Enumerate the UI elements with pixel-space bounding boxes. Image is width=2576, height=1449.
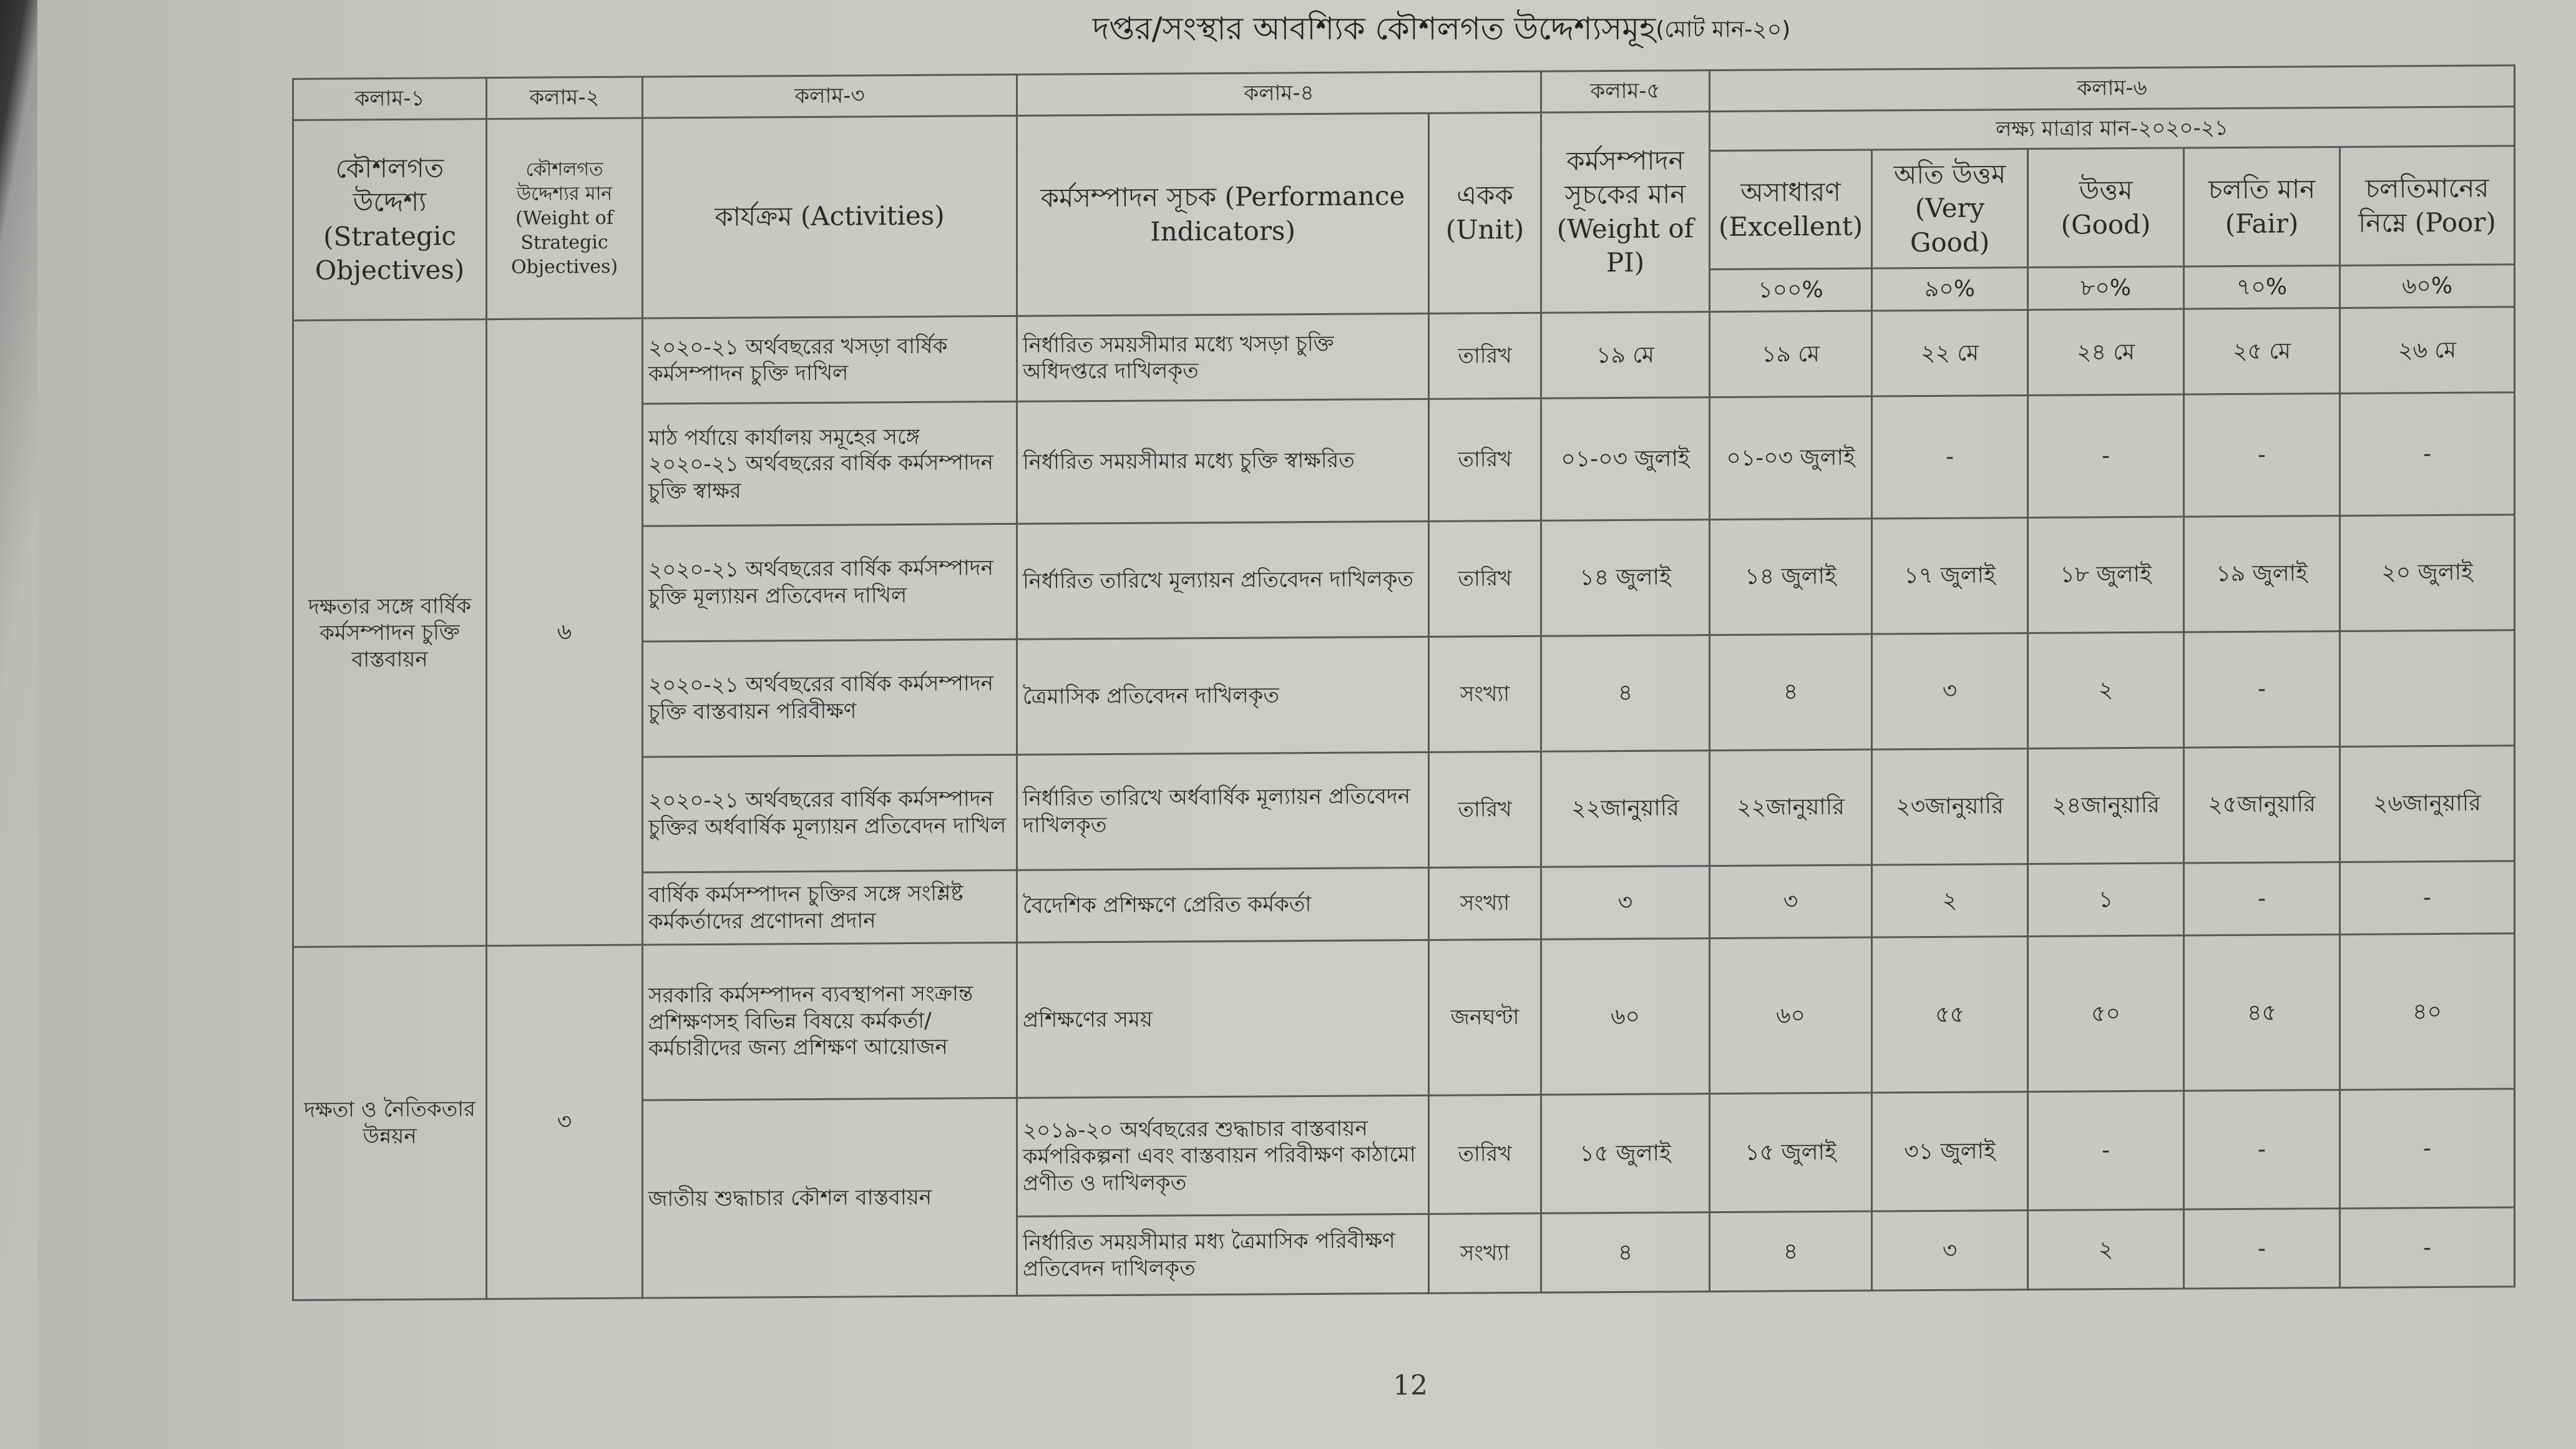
column-label-3: কলাম-৩ bbox=[643, 74, 1017, 117]
title-marks: (মোট মান-২০) bbox=[1656, 17, 1791, 42]
value-poor: - bbox=[2340, 861, 2515, 935]
value-fair: ২৫ মে bbox=[2184, 308, 2340, 394]
value-good: ১ bbox=[2028, 863, 2184, 937]
indicator-cell: নির্ধারিত সময়সীমার মধ্যে চুক্তি স্বাক্ষরিত bbox=[1017, 399, 1429, 524]
value-poor: ২৬জানুয়ারি bbox=[2340, 746, 2515, 862]
pct-good: ৮০% bbox=[2028, 266, 2184, 310]
value-very-good: ২ bbox=[1872, 864, 2028, 938]
pi-weight-cell: ১৪ জুলাই bbox=[1541, 520, 1710, 637]
unit-cell: তারিখ bbox=[1429, 751, 1541, 867]
pi-weight-cell: ২২জানুয়ারি bbox=[1541, 751, 1710, 867]
value-fair: - bbox=[2184, 862, 2340, 935]
value-very-good: - bbox=[1872, 396, 2028, 519]
unit-cell: তারিখ bbox=[1429, 520, 1541, 637]
pct-poor: ৬০% bbox=[2340, 265, 2515, 308]
value-very-good: ২৩জানুয়ারি bbox=[1872, 748, 2028, 865]
value-excellent: ২২জানুয়ারি bbox=[1710, 749, 1872, 866]
unit-cell: তারিখ bbox=[1429, 313, 1541, 399]
value-good: ২ bbox=[2028, 1209, 2184, 1289]
indicator-cell: প্রশিক্ষণের সময় bbox=[1017, 940, 1429, 1098]
pct-excellent: ১০০% bbox=[1710, 268, 1872, 311]
activity-cell: সরকারি কর্মসম্পাদন ব্যবস্থাপনা সংক্রান্ত প্রশিক্ষণসহ বিভিন্ন বিষয়ে কর্মকর্তা/কর্মচারীদের জন্য প্রশিক্ষণ আয়োজন bbox=[643, 943, 1017, 1100]
value-poor: ২০ জুলাই bbox=[2340, 515, 2515, 632]
pct-fair: ৭০% bbox=[2184, 266, 2340, 309]
performance-table bbox=[292, 64, 2515, 1301]
column-label-5: কলাম-৫ bbox=[1541, 71, 1710, 112]
activity-cell: ২০২০-২১ অর্থবছরের খসড়া বার্ষিক কর্মসম্পাদন চুক্তি দাখিল bbox=[643, 316, 1017, 404]
indicator-cell: ২০১৯-২০ অর্থবছরের শুদ্ধাচার বাস্তবায়ন কর্মপরিকল্পনা এবং বাস্তবায়ন পরিবীক্ষণ কাঠামো প্রণীত ও দাখিলকৃত bbox=[1017, 1095, 1429, 1216]
column-label-6: কলাম-৬ bbox=[1710, 66, 2515, 111]
pi-weight-cell: ৪ bbox=[1541, 635, 1710, 752]
value-fair: ১৯ জুলাই bbox=[2184, 515, 2340, 632]
indicator-cell: বৈদেশিক প্রশিক্ষণে প্রেরিত কর্মকর্তা bbox=[1017, 867, 1429, 942]
objective-cell: দক্ষতা ও নৈতিকতার উন্নয়ন bbox=[293, 946, 487, 1300]
value-poor: - bbox=[2340, 393, 2515, 515]
value-excellent: ১৪ জুলাই bbox=[1710, 519, 1872, 635]
value-poor bbox=[2340, 630, 2515, 747]
activity-cell: ২০২০-২১ অর্থবছরের বার্ষিক কর্মসম্পাদন চুক্তি মূল্যায়ন প্রতিবেদন দাখিল bbox=[643, 524, 1017, 642]
value-poor: ৪০ bbox=[2340, 934, 2515, 1090]
pi-weight-cell: ১৯ মে bbox=[1541, 312, 1710, 399]
value-fair: - bbox=[2184, 394, 2340, 517]
value-very-good: ২২ মে bbox=[1872, 310, 2028, 396]
unit-cell: সংখ্যা bbox=[1429, 1213, 1541, 1293]
activity-cell: বার্ষিক কর্মসম্পাদন চুক্তির সঙ্গে সংশ্লিষ্ট কর্মকর্তাদের প্রণোদনা প্রদান bbox=[643, 870, 1017, 945]
table-row bbox=[293, 307, 2515, 406]
value-fair: - bbox=[2184, 1209, 2340, 1289]
header-weight-pi: কর্মসম্পাদন সূচকের মান (Weight of PI) bbox=[1541, 111, 1710, 313]
value-fair: ২৫জানুয়ারি bbox=[2184, 746, 2340, 863]
value-good: ১৮ জুলাই bbox=[2028, 517, 2184, 633]
unit-cell: তারিখ bbox=[1429, 1095, 1541, 1214]
page-title bbox=[1036, 6, 1847, 56]
value-good: ২ bbox=[2028, 632, 2184, 749]
objective-cell: দক্ষতার সঙ্গে বার্ষিক কর্মসম্পাদন চুক্তি বাস্তবায়ন bbox=[293, 320, 487, 947]
pct-very-good: ৯০% bbox=[1872, 268, 2028, 311]
value-poor: - bbox=[2340, 1208, 2515, 1288]
header-indicator: কর্মসম্পাদন সূচক (Performance Indicators) bbox=[1017, 113, 1429, 316]
title-main: দপ্তর/সংস্থার আবশ্যিক কৌশলগত উদ্দেশ্যসমূহ bbox=[1092, 10, 1656, 47]
value-good: ২৪জানুয়ারি bbox=[2028, 748, 2184, 864]
header-poor: চলতিমানের নিম্নে (Poor) bbox=[2340, 146, 2515, 266]
value-excellent: ৪ bbox=[1710, 1211, 1872, 1292]
header-good: উত্তম (Good) bbox=[2028, 148, 2184, 268]
value-very-good: ৫৫ bbox=[1872, 937, 2028, 1093]
activity-cell: ২০২০-২১ অর্থবছরের বার্ষিক কর্মসম্পাদন চুক্তির অর্ধবার্ষিক মূল্যায়ন প্রতিবেদন দাখিল bbox=[643, 754, 1017, 872]
value-very-good: ১৭ জুলাই bbox=[1872, 517, 2028, 634]
value-excellent: ৬০ bbox=[1710, 937, 1872, 1093]
page-number: 12 bbox=[1393, 1370, 1428, 1402]
pi-weight-cell: ৬০ bbox=[1541, 939, 1710, 1095]
indicator-cell: নির্ধারিত সময়সীমার মধ্য ত্রৈমাসিক পরিবীক্ষণ প্রতিবেদন দাখিলকৃত bbox=[1017, 1214, 1429, 1295]
pi-weight-cell: ৩ bbox=[1541, 866, 1710, 940]
value-very-good: ৩ bbox=[1872, 1211, 2028, 1290]
header-target: লক্ষ্য মাত্রার মান-২০২০-২১ bbox=[1710, 106, 2515, 150]
value-good: ২৪ মে bbox=[2028, 309, 2184, 396]
value-fair: ৪৫ bbox=[2184, 935, 2340, 1091]
unit-cell: সংখ্যা bbox=[1429, 636, 1541, 752]
objective-weight-cell: ৬ bbox=[487, 318, 643, 946]
indicator-cell: ত্রৈমাসিক প্রতিবেদন দাখিলকৃত bbox=[1017, 637, 1429, 754]
value-good: ৫০ bbox=[2028, 935, 2184, 1091]
header-objective: কৌশলগত উদ্দেশ্য (Strategic Objectives) bbox=[293, 119, 487, 320]
value-excellent: ১৯ মে bbox=[1710, 311, 1872, 398]
activity-cell: ২০২০-২১ অর্থবছরের বার্ষিক কর্মসম্পাদন চুক্তি বাস্তবায়ন পরিবীক্ষণ bbox=[643, 639, 1017, 757]
activity-cell: জাতীয় শুদ্ধাচার কৌশল বাস্তবায়ন bbox=[643, 1098, 1017, 1298]
header-unit: একক (Unit) bbox=[1429, 112, 1541, 313]
value-fair: - bbox=[2184, 631, 2340, 748]
unit-cell: তারিখ bbox=[1429, 399, 1541, 522]
indicator-cell: নির্ধারিত তারিখে মূল্যায়ন প্রতিবেদন দাখিলকৃত bbox=[1017, 521, 1429, 639]
value-good: - bbox=[2028, 394, 2184, 517]
value-poor: - bbox=[2340, 1088, 2515, 1208]
header-very-good: অতি উত্তম (Very Good) bbox=[1872, 149, 2028, 268]
column-label-1: কলাম-১ bbox=[293, 78, 487, 120]
value-poor: ২৬ মে bbox=[2340, 307, 2515, 394]
indicator-cell: নির্ধারিত সময়সীমার মধ্যে খসড়া চুক্তি অধিদপ্তরে দাখিলকৃত bbox=[1017, 313, 1429, 401]
header-weight-objective: কৌশলগত উদ্দেশ্যর মান (Weight of Strategic Objectives) bbox=[487, 118, 643, 320]
header-excellent: অসাধারণ (Excellent) bbox=[1710, 150, 1872, 270]
unit-cell: সংখ্যা bbox=[1429, 867, 1541, 940]
value-very-good: ৩১ জুলাই bbox=[1872, 1091, 2028, 1211]
table-row bbox=[293, 934, 2515, 1102]
header-fair: চলতি মান (Fair) bbox=[2184, 147, 2340, 266]
column-label-4: কলাম-৪ bbox=[1017, 71, 1541, 115]
value-excellent: ০১-০৩ জুলাই bbox=[1710, 396, 1872, 519]
value-good: - bbox=[2028, 1091, 2184, 1211]
unit-cell: জনঘণ্টা bbox=[1429, 940, 1541, 1096]
pi-weight-cell: ৪ bbox=[1541, 1212, 1710, 1293]
value-excellent: ১৫ জুলাই bbox=[1710, 1093, 1872, 1212]
objective-weight-cell: ৩ bbox=[487, 945, 643, 1299]
value-excellent: ৪ bbox=[1710, 634, 1872, 751]
pi-weight-cell: ১৫ জুলাই bbox=[1541, 1093, 1710, 1213]
pi-weight-cell: ০১-০৩ জুলাই bbox=[1541, 398, 1710, 520]
column-label-2: কলাম-২ bbox=[487, 77, 643, 119]
value-very-good: ৩ bbox=[1872, 633, 2028, 749]
indicator-cell: নির্ধারিত তারিখে অর্ধবার্ষিক মূল্যায়ন প্রতিবেদন দাখিলকৃত bbox=[1017, 752, 1429, 870]
value-fair: - bbox=[2184, 1090, 2340, 1209]
header-activities: কার্যক্রম (Activities) bbox=[643, 115, 1017, 318]
activity-cell: মাঠ পর্যায়ে কার্যালয় সমূহের সঙ্গে ২০২০-২১ অর্থবছরের বার্ষিক কর্মসম্পাদন চুক্তি স্বাক্ষর bbox=[643, 402, 1017, 526]
value-excellent: ৩ bbox=[1710, 865, 1872, 939]
